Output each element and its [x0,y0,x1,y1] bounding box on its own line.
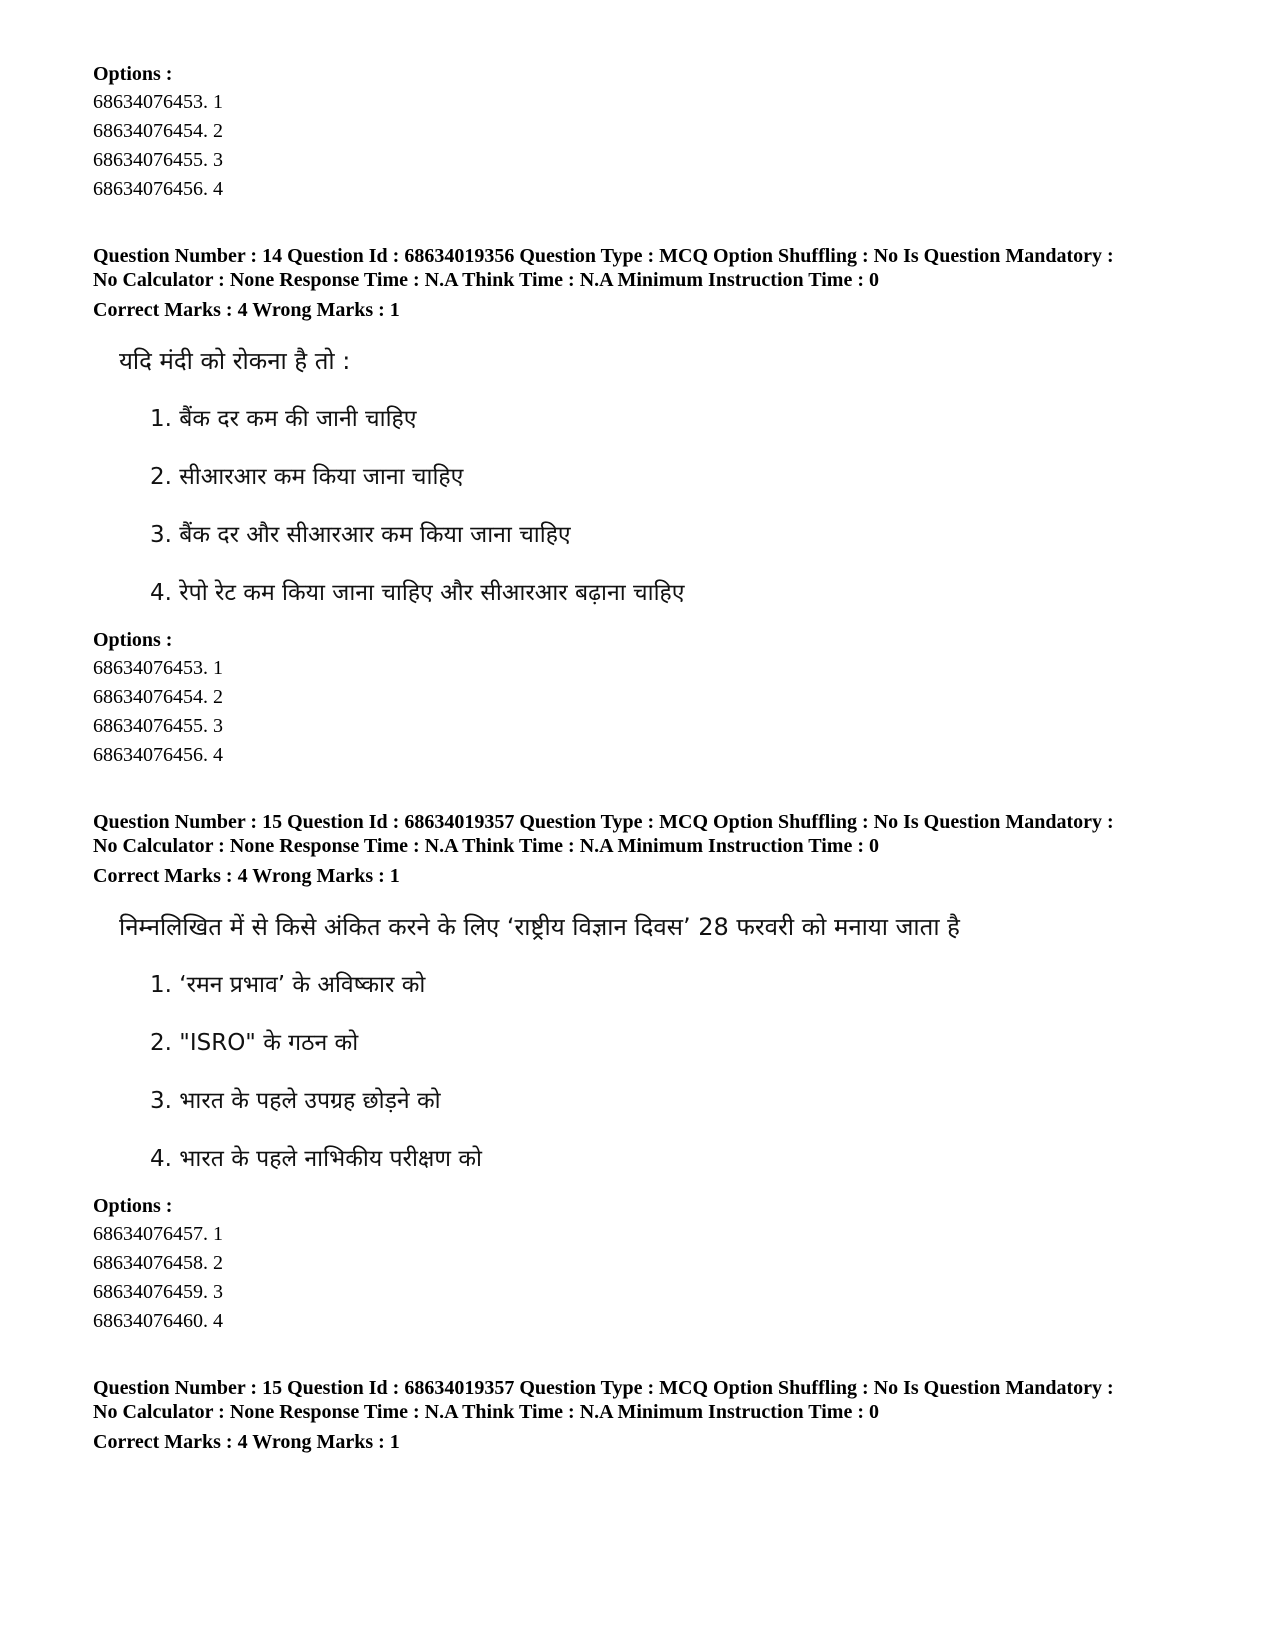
question-meta [93,1376,1213,1424]
question-body [93,910,1213,1176]
question-meta-line2: No Calculator : None Response Time : N.A Think Time : N.A Minimum Instruction Time : 0 [93,1401,879,1423]
question-meta-line2: No Calculator : None Response Time : N.A Think Time : N.A Minimum Instruction Time : 0 [93,835,879,857]
question-choice: 3. बैंक दर और सीआरआर कम किया जाना चाहिए [150,522,571,548]
question-meta [93,244,1213,292]
option-line: 68634076456. 4 [93,178,223,200]
question-body [93,344,1213,610]
question-marks: Correct Marks : 4 Wrong Marks : 1 [93,1431,400,1453]
question-choice: 2. सीआरआर कम किया जाना चाहिए [150,464,464,490]
option-line: 68634076455. 3 [93,715,223,737]
question-meta [93,810,1213,858]
question-block-15 [93,810,1213,1336]
question-stem: यदि मंदी को रोकना है तो : [119,347,351,375]
question-meta-line1: Question Number : 15 Question Id : 68634019357 Question Type : MCQ Option Shuffling : No Is Question Mandatory : [93,1377,1114,1399]
question-meta-line2: No Calculator : None Response Time : N.A Think Time : N.A Minimum Instruction Time : 0 [93,269,879,291]
question-choice: 3. भारत के पहले उपग्रह छोड़ने को [150,1088,441,1114]
options-label: Options : [93,629,173,651]
question-block-14 [93,244,1213,770]
document-page [93,60,1213,1454]
question-choice: 4. भारत के पहले नाभिकीय परीक्षण को [150,1146,482,1172]
options-block-top [93,60,1213,204]
question-block-15-repeat [93,1376,1213,1454]
option-line: 68634076454. 2 [93,686,223,708]
option-line: 68634076453. 1 [93,657,223,679]
question-stem: निम्नलिखित में से किसे अंकित करने के लिए ‘राष्ट्रीय विज्ञान दिवस’ 28 फरवरी को मनाया जाता है [119,913,960,941]
question-choice: 1. ‘रमन प्रभाव’ के अविष्कार को [150,972,426,998]
question-meta-line1: Question Number : 15 Question Id : 68634019357 Question Type : MCQ Option Shuffling : No Is Question Mandatory : [93,811,1114,833]
option-line: 68634076458. 2 [93,1252,223,1274]
option-line: 68634076459. 3 [93,1281,223,1303]
question-meta-line1: Question Number : 14 Question Id : 68634019356 Question Type : MCQ Option Shuffling : No Is Question Mandatory : [93,245,1114,267]
option-line: 68634076460. 4 [93,1310,223,1332]
question-marks: Correct Marks : 4 Wrong Marks : 1 [93,299,400,321]
option-line: 68634076453. 1 [93,91,223,113]
option-line: 68634076455. 3 [93,149,223,171]
option-line: 68634076456. 4 [93,744,223,766]
question-marks: Correct Marks : 4 Wrong Marks : 1 [93,865,400,887]
option-line: 68634076454. 2 [93,120,223,142]
question-choice: 4. रेपो रेट कम किया जाना चाहिए और सीआरआर बढ़ाना चाहिए [150,580,685,606]
question-choice: 1. बैंक दर कम की जानी चाहिए [150,406,417,432]
options-label: Options : [93,1195,173,1217]
options-label: Options : [93,63,173,85]
question-choice: 2. "ISRO" के गठन को [150,1030,359,1056]
option-line: 68634076457. 1 [93,1223,223,1245]
